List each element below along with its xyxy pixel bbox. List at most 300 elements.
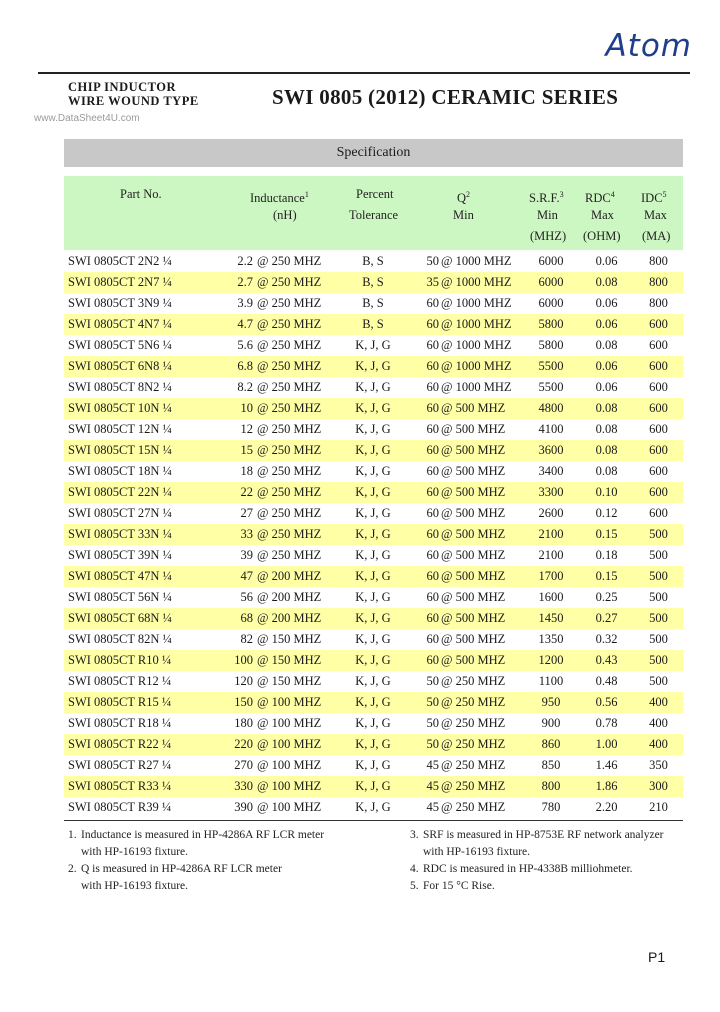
table-row — [64, 440, 683, 461]
cell-tolerance: K, J, G — [355, 758, 391, 772]
cell-inductance-freq: @ 250 MHZ — [257, 296, 322, 310]
cell-inductance: 330 — [220, 776, 257, 797]
cell-inductance: 22 — [220, 482, 257, 503]
cell-idc: 500 — [634, 650, 683, 671]
cell-srf: 5800 — [523, 314, 579, 335]
cell-srf: 780 — [541, 800, 561, 814]
cell-tolerance: K, J, G — [355, 674, 391, 688]
cell-inductance-freq: @ 250 MHZ — [257, 482, 335, 503]
cell-q: 60 — [426, 338, 439, 352]
cell-q-freq: @ 500 MHZ — [441, 524, 523, 545]
table-row — [64, 293, 683, 314]
cell-inductance-freq: @ 250 MHZ — [257, 272, 335, 293]
cell-tolerance: K, J, G — [335, 482, 411, 503]
cell-rdc: 1.00 — [579, 734, 634, 755]
cell-idc: 600 — [649, 338, 668, 352]
cell-srf: 800 — [523, 776, 579, 797]
cell-q-freq: @ 500 MHZ — [441, 422, 506, 436]
table-row — [64, 608, 683, 629]
cell-rdc: 0.08 — [595, 338, 618, 352]
cell-part-no: SWI 0805CT R15 ¼ — [64, 692, 220, 713]
cell-inductance: 27 — [240, 506, 253, 520]
cell-q-freq: @ 500 MHZ — [441, 548, 506, 562]
cell-q-freq: @ 500 MHZ — [441, 608, 523, 629]
cell-srf: 4800 — [523, 398, 579, 419]
header-inductance-note: 1 — [304, 190, 309, 199]
note-1-cont — [68, 844, 324, 861]
cell-q-freq: @ 500 MHZ — [441, 506, 506, 520]
table-header — [64, 176, 683, 250]
series-title: SWI 0805 (2012) CERAMIC SERIES — [272, 85, 619, 109]
header-idc-note: 5 — [662, 190, 667, 199]
cell-q-freq: @ 1000 MHZ — [441, 356, 523, 377]
note-3-text: SRF is measured in HP-8753E RF network analyzer — [423, 829, 664, 841]
cell-inductance: 5.6 — [237, 338, 253, 352]
cell-idc: 400 — [649, 716, 668, 730]
cell-rdc: 0.27 — [579, 608, 634, 629]
cell-rdc: 0.08 — [579, 272, 634, 293]
table-row — [64, 314, 683, 335]
cell-srf: 1700 — [523, 566, 579, 587]
cell-rdc: 0.06 — [579, 356, 634, 377]
cell-q-freq: @ 500 MHZ — [441, 464, 506, 478]
header-rdc-unit: (OHM) — [583, 229, 621, 243]
cell-rdc: 0.25 — [595, 590, 618, 604]
cell-q: 60 — [411, 356, 441, 377]
cell-rdc: 0.43 — [579, 650, 634, 671]
product-subtitle — [68, 80, 199, 108]
note-2-indent — [68, 878, 81, 895]
table-row — [64, 377, 683, 398]
cell-inductance: 220 — [220, 734, 257, 755]
cell-srf: 1350 — [538, 632, 564, 646]
table-row — [64, 776, 683, 797]
cell-part-no: SWI 0805CT R18 ¼ — [68, 716, 172, 730]
cell-srf: 850 — [541, 758, 561, 772]
note-3-indent — [410, 844, 423, 861]
table-row — [64, 398, 683, 419]
cell-tolerance: K, J, G — [355, 632, 391, 646]
table-row — [64, 713, 683, 734]
cell-srf: 1100 — [538, 674, 564, 688]
watermark: www.DataSheet4U.com — [34, 113, 140, 124]
cell-srf: 3400 — [538, 464, 564, 478]
cell-q-freq: @ 1000 MHZ — [441, 254, 512, 268]
cell-q-freq: @ 1000 MHZ — [441, 338, 512, 352]
cell-q: 60 — [411, 398, 441, 419]
note-1-text-2: with HP-16193 fixture. — [81, 846, 189, 858]
cell-idc: 800 — [634, 272, 683, 293]
cell-q-freq: @ 250 MHZ — [441, 692, 523, 713]
cell-q: 60 — [411, 650, 441, 671]
cell-tolerance: K, J, G — [335, 608, 411, 629]
cell-rdc: 0.15 — [579, 566, 634, 587]
cell-rdc: 0.48 — [595, 674, 618, 688]
cell-rdc: 0.08 — [579, 440, 634, 461]
cell-tolerance: K, J, G — [335, 398, 411, 419]
cell-idc: 600 — [634, 314, 683, 335]
cell-inductance-freq: @ 250 MHZ — [257, 440, 335, 461]
cell-q: 60 — [411, 482, 441, 503]
header-srf-note: 3 — [559, 190, 564, 199]
table-row — [64, 335, 683, 356]
cell-inductance-freq: @ 100 MHZ — [257, 800, 322, 814]
note-3-cont — [410, 844, 664, 861]
cell-q-freq: @ 500 MHZ — [441, 632, 506, 646]
cell-q: 60 — [426, 632, 439, 646]
cell-tolerance: K, J, G — [355, 338, 391, 352]
note-2-text-2: with HP-16193 fixture. — [81, 880, 189, 892]
cell-q: 60 — [426, 506, 439, 520]
cell-q-freq: @ 250 MHZ — [441, 776, 523, 797]
cell-rdc: 0.08 — [595, 422, 618, 436]
cell-idc: 500 — [649, 674, 668, 688]
cell-tolerance: K, J, G — [355, 422, 391, 436]
table-row — [64, 650, 683, 671]
cell-inductance-freq: @ 250 MHZ — [257, 314, 335, 335]
note-4 — [410, 861, 664, 878]
cell-q: 50 — [426, 254, 439, 268]
cell-part-no: SWI 0805CT 12N ¼ — [68, 422, 172, 436]
cell-q: 35 — [411, 272, 441, 293]
cell-tolerance: B, S — [362, 254, 384, 268]
note-5 — [410, 878, 664, 895]
header-idc-max: Max — [644, 208, 667, 222]
cell-inductance-freq: @ 100 MHZ — [257, 692, 335, 713]
table-row — [64, 419, 683, 440]
cell-rdc: 0.06 — [595, 254, 618, 268]
table-row — [64, 692, 683, 713]
cell-rdc: 0.56 — [579, 692, 634, 713]
cell-inductance-freq: @ 100 MHZ — [257, 734, 335, 755]
cell-q: 50 — [411, 734, 441, 755]
cell-rdc: 0.32 — [595, 632, 618, 646]
cell-q-freq: @ 1000 MHZ — [441, 314, 523, 335]
cell-part-no: SWI 0805CT 18N ¼ — [68, 464, 172, 478]
cell-srf: 3600 — [523, 440, 579, 461]
cell-tolerance: K, J, G — [355, 380, 391, 394]
cell-rdc: 0.06 — [579, 314, 634, 335]
table-row — [64, 566, 683, 587]
header-rdc-max: Max — [591, 208, 614, 222]
note-1-indent — [68, 844, 81, 861]
header-srf-unit: (MHZ) — [530, 229, 567, 243]
cell-idc: 500 — [634, 524, 683, 545]
cell-idc: 600 — [649, 506, 668, 520]
cell-q: 60 — [426, 422, 439, 436]
cell-q: 60 — [411, 314, 441, 335]
cell-part-no: SWI 0805CT 4N7 ¼ — [64, 314, 220, 335]
note-3 — [410, 827, 664, 844]
cell-rdc: 0.10 — [579, 482, 634, 503]
table-row — [64, 797, 683, 818]
cell-q: 45 — [426, 800, 439, 814]
cell-inductance: 12 — [240, 422, 253, 436]
cell-inductance-freq: @ 250 MHZ — [257, 464, 322, 478]
cell-tolerance: K, J, G — [355, 716, 391, 730]
subtitle-line-2: WIRE WOUND TYPE — [68, 94, 199, 108]
cell-part-no: SWI 0805CT 10N ¼ — [64, 398, 220, 419]
note-1-number: 1. — [68, 829, 77, 841]
cell-tolerance: K, J, G — [335, 692, 411, 713]
cell-rdc: 0.12 — [595, 506, 618, 520]
cell-part-no: SWI 0805CT 33N ¼ — [64, 524, 220, 545]
cell-rdc: 2.20 — [595, 800, 618, 814]
cell-idc: 600 — [634, 398, 683, 419]
cell-rdc: 1.46 — [595, 758, 618, 772]
cell-idc: 210 — [649, 800, 668, 814]
cell-q-freq: @ 500 MHZ — [441, 440, 523, 461]
note-3-number: 3. — [410, 829, 419, 841]
cell-q: 45 — [411, 776, 441, 797]
header-inductance-label: Inductance — [250, 191, 305, 206]
header-q-min: Min — [453, 208, 474, 222]
header-q-label: Q — [457, 191, 467, 206]
note-4-number: 4. — [410, 863, 419, 875]
cell-q: 60 — [426, 590, 439, 604]
cell-inductance-freq: @ 100 MHZ — [257, 758, 322, 772]
cell-q-freq: @ 1000 MHZ — [441, 380, 512, 394]
header-part-no: Part No. — [120, 187, 162, 201]
cell-inductance: 150 — [220, 692, 257, 713]
cell-q: 45 — [426, 758, 439, 772]
cell-part-no: SWI 0805CT R33 ¼ — [64, 776, 220, 797]
cell-inductance-freq: @ 250 MHZ — [257, 338, 322, 352]
cell-idc: 600 — [649, 380, 668, 394]
table-row — [64, 755, 683, 776]
cell-inductance: 100 — [220, 650, 257, 671]
cell-srf: 1200 — [523, 650, 579, 671]
cell-inductance: 2.2 — [237, 254, 253, 268]
brand-logo: Atom — [605, 28, 692, 64]
note-3-text-2: with HP-16193 fixture. — [423, 846, 531, 858]
cell-rdc: 1.86 — [579, 776, 634, 797]
header-percent: Percent — [356, 187, 394, 201]
cell-rdc: 0.15 — [579, 524, 634, 545]
header-inductance-unit: (nH) — [273, 208, 297, 222]
cell-idc: 800 — [649, 254, 668, 268]
cell-tolerance: K, J, G — [355, 464, 391, 478]
cell-inductance: 390 — [234, 800, 253, 814]
cell-q-freq: @ 250 MHZ — [441, 800, 506, 814]
cell-inductance-freq: @ 200 MHZ — [257, 566, 335, 587]
cell-q-freq: @ 500 MHZ — [441, 482, 523, 503]
header-q-note: 2 — [466, 190, 471, 199]
cell-srf: 950 — [523, 692, 579, 713]
cell-idc: 500 — [649, 632, 668, 646]
header-rule — [38, 72, 690, 74]
cell-inductance-freq: @ 250 MHZ — [257, 380, 322, 394]
cell-inductance: 47 — [220, 566, 257, 587]
cell-tolerance: K, J, G — [335, 356, 411, 377]
cell-inductance: 10 — [220, 398, 257, 419]
table-row — [64, 671, 683, 692]
cell-part-no: SWI 0805CT 82N ¼ — [68, 632, 172, 646]
cell-tolerance: B, S — [335, 314, 411, 335]
cell-inductance: 6.8 — [220, 356, 257, 377]
cell-q-freq: @ 500 MHZ — [441, 590, 506, 604]
cell-q-freq: @ 250 MHZ — [441, 758, 506, 772]
cell-tolerance: K, J, G — [335, 524, 411, 545]
cell-tolerance: K, J, G — [335, 776, 411, 797]
cell-srf: 1600 — [538, 590, 564, 604]
spec-table-body — [64, 251, 683, 818]
notes-left — [68, 827, 324, 895]
cell-tolerance: K, J, G — [335, 566, 411, 587]
note-1 — [68, 827, 324, 844]
cell-rdc: 0.06 — [595, 296, 618, 310]
cell-part-no: SWI 0805CT 5N6 ¼ — [68, 338, 172, 352]
cell-inductance: 180 — [234, 716, 253, 730]
cell-part-no: SWI 0805CT R39 ¼ — [68, 800, 172, 814]
cell-inductance-freq: @ 150 MHZ — [257, 650, 335, 671]
cell-idc: 600 — [634, 440, 683, 461]
cell-inductance: 4.7 — [220, 314, 257, 335]
cell-srf: 2100 — [538, 548, 564, 562]
cell-tolerance: K, J, G — [355, 800, 391, 814]
cell-idc: 350 — [649, 758, 668, 772]
cell-inductance-freq: @ 250 MHZ — [257, 506, 322, 520]
cell-inductance: 8.2 — [237, 380, 253, 394]
cell-idc: 500 — [634, 608, 683, 629]
cell-idc: 600 — [634, 356, 683, 377]
cell-inductance: 2.7 — [220, 272, 257, 293]
spec-table — [64, 251, 683, 818]
table-row — [64, 356, 683, 377]
cell-tolerance: K, J, G — [355, 590, 391, 604]
cell-rdc: 0.06 — [595, 380, 618, 394]
table-row — [64, 482, 683, 503]
cell-idc: 600 — [649, 464, 668, 478]
cell-inductance: 15 — [220, 440, 257, 461]
cell-part-no: SWI 0805CT 47N ¼ — [64, 566, 220, 587]
note-5-number: 5. — [410, 880, 419, 892]
cell-tolerance: B, S — [362, 296, 384, 310]
cell-inductance-freq: @ 250 MHZ — [257, 548, 322, 562]
cell-srf: 6000 — [538, 254, 564, 268]
table-row — [64, 272, 683, 293]
cell-srf: 4100 — [538, 422, 564, 436]
cell-part-no: SWI 0805CT 8N2 ¼ — [68, 380, 172, 394]
cell-inductance: 270 — [234, 758, 253, 772]
cell-idc: 500 — [649, 548, 668, 562]
cell-srf: 900 — [541, 716, 561, 730]
cell-inductance: 18 — [240, 464, 253, 478]
note-1-text: Inductance is measured in HP-4286A RF LCR meter — [81, 829, 325, 841]
table-row — [64, 461, 683, 482]
cell-rdc: 0.08 — [579, 398, 634, 419]
header-rdc-label: RDC — [585, 191, 611, 206]
cell-inductance: 3.9 — [237, 296, 253, 310]
cell-srf: 5500 — [523, 356, 579, 377]
cell-part-no: SWI 0805CT 15N ¼ — [64, 440, 220, 461]
cell-srf: 5500 — [538, 380, 564, 394]
cell-rdc: 0.78 — [595, 716, 618, 730]
note-4-text: RDC is measured in HP-4338B milliohmeter. — [423, 863, 633, 875]
cell-q-freq: @ 250 MHZ — [441, 716, 506, 730]
cell-inductance-freq: @ 250 MHZ — [257, 356, 335, 377]
cell-part-no: SWI 0805CT R12 ¼ — [68, 674, 172, 688]
cell-tolerance: K, J, G — [355, 506, 391, 520]
note-5-text: For 15 °C Rise. — [423, 880, 495, 892]
cell-inductance: 120 — [234, 674, 253, 688]
cell-tolerance: K, J, G — [335, 734, 411, 755]
cell-part-no: SWI 0805CT 3N9 ¼ — [68, 296, 172, 310]
header-srf-min: Min — [537, 208, 558, 222]
table-row — [64, 503, 683, 524]
cell-part-no: SWI 0805CT R22 ¼ — [64, 734, 220, 755]
cell-srf: 5800 — [538, 338, 564, 352]
cell-q: 60 — [426, 464, 439, 478]
cell-q-freq: @ 250 MHZ — [441, 734, 523, 755]
cell-inductance: 39 — [240, 548, 253, 562]
cell-part-no: SWI 0805CT 27N ¼ — [68, 506, 172, 520]
note-2-cont — [68, 878, 324, 895]
table-row — [64, 251, 683, 272]
table-bottom-rule — [64, 820, 683, 821]
cell-inductance: 33 — [220, 524, 257, 545]
cell-q: 50 — [411, 692, 441, 713]
cell-inductance: 68 — [220, 608, 257, 629]
cell-idc: 600 — [649, 422, 668, 436]
cell-inductance-freq: @ 100 MHZ — [257, 776, 335, 797]
cell-idc: 400 — [634, 692, 683, 713]
cell-inductance: 56 — [240, 590, 253, 604]
cell-inductance-freq: @ 200 MHZ — [257, 608, 335, 629]
header-idc-unit: (MA) — [642, 229, 671, 243]
cell-inductance-freq: @ 200 MHZ — [257, 590, 322, 604]
cell-q: 60 — [426, 296, 439, 310]
cell-inductance: 82 — [240, 632, 253, 646]
note-2-text: Q is measured in HP-4286A RF LCR meter — [81, 863, 282, 875]
cell-tolerance: K, J, G — [355, 548, 391, 562]
cell-q-freq: @ 1000 MHZ — [441, 296, 512, 310]
cell-part-no: SWI 0805CT R27 ¼ — [68, 758, 172, 772]
cell-srf: 1450 — [523, 608, 579, 629]
table-row — [64, 734, 683, 755]
header-srf-label: S.R.F. — [529, 191, 560, 206]
cell-inductance-freq: @ 100 MHZ — [257, 716, 322, 730]
cell-srf: 2600 — [538, 506, 564, 520]
cell-idc: 500 — [649, 590, 668, 604]
cell-srf: 6000 — [538, 296, 564, 310]
note-2 — [68, 861, 324, 878]
cell-srf: 6000 — [523, 272, 579, 293]
header-idc-label: IDC — [641, 191, 663, 206]
cell-q: 60 — [411, 608, 441, 629]
cell-part-no: SWI 0805CT 68N ¼ — [64, 608, 220, 629]
cell-q: 60 — [411, 524, 441, 545]
table-row — [64, 545, 683, 566]
table-row — [64, 629, 683, 650]
cell-idc: 500 — [634, 566, 683, 587]
cell-q-freq: @ 500 MHZ — [441, 566, 523, 587]
cell-part-no: SWI 0805CT R10 ¼ — [64, 650, 220, 671]
cell-srf: 860 — [523, 734, 579, 755]
cell-q-freq: @ 250 MHZ — [441, 674, 506, 688]
cell-inductance-freq: @ 250 MHZ — [257, 422, 322, 436]
specification-bar: Specification — [64, 139, 683, 167]
note-2-number: 2. — [68, 863, 77, 875]
cell-part-no: SWI 0805CT 39N ¼ — [68, 548, 172, 562]
cell-rdc: 0.18 — [595, 548, 618, 562]
cell-srf: 2100 — [523, 524, 579, 545]
cell-part-no: SWI 0805CT 2N2 ¼ — [68, 254, 172, 268]
cell-part-no: SWI 0805CT 6N8 ¼ — [64, 356, 220, 377]
cell-q-freq: @ 500 MHZ — [441, 650, 523, 671]
cell-inductance-freq: @ 150 MHZ — [257, 632, 322, 646]
cell-idc: 600 — [634, 482, 683, 503]
